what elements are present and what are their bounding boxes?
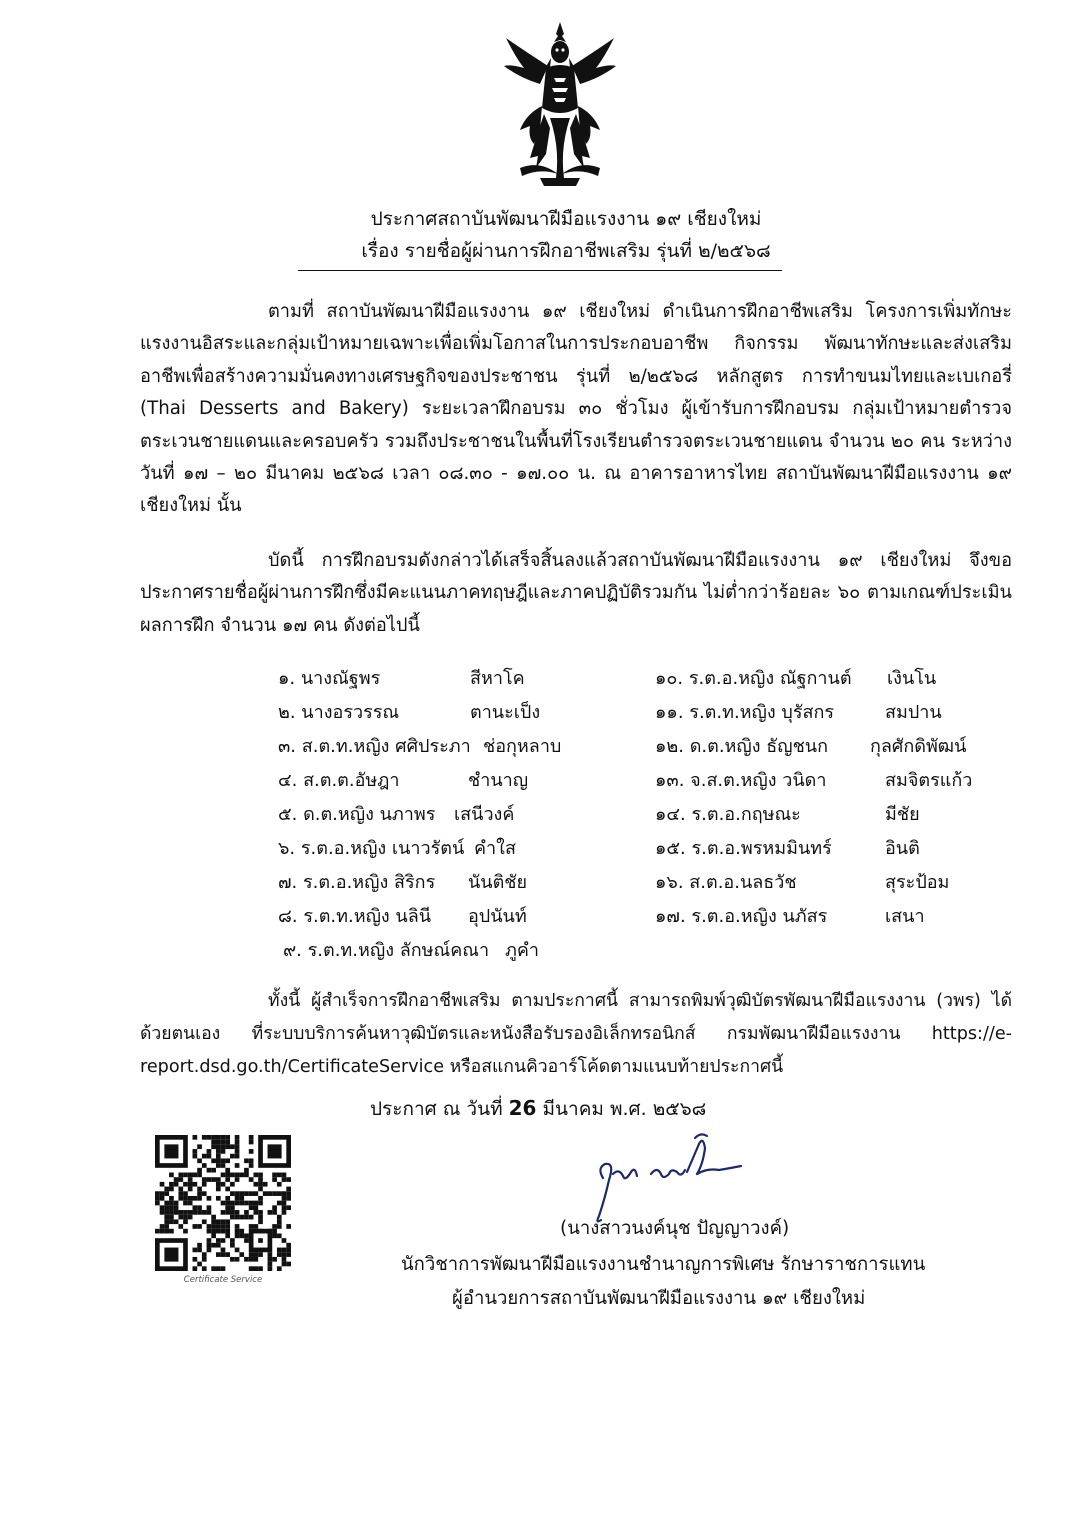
announce-day: 26 bbox=[508, 1096, 537, 1120]
announcement-title: ประกาศสถาบันพัฒนาฝีมือแรงงาน ๑๙ เชียงใหม่ bbox=[370, 208, 762, 230]
certificate-paragraph: ทั้งนี้ ผู้สำเร็จการฝึกอาชีพเสริม ตามประกาศนี้ สามารถพิมพ์วุฒิบัตรพัฒนาฝีมือแรงงาน (วพร) ได้ด้วยตนเอง ที่ระบบบริการค้นหาวุฒิบัตรและหนังสือรับรองอิเล็กทรอนิกส์ กรมพัฒนาฝีมือแรงงาน https://e-report.dsd.go.th/CertificateService หรือสแกนคิวอาร์โค้ดตามแนบท้ายประกาศนี้ bbox=[140, 991, 1012, 1077]
qr-code-icon[interactable] bbox=[155, 1135, 291, 1271]
qr-caption: Certificate Service bbox=[183, 1275, 263, 1285]
title-divider bbox=[298, 270, 782, 271]
handwritten-signature-icon bbox=[585, 1128, 755, 1228]
announce-date: ประกาศ ณ วันที่ 26 มีนาคม พ.ศ. ๒๕๖๘ bbox=[370, 1096, 707, 1120]
garuda-emblem-icon bbox=[500, 18, 620, 190]
signatory-organization: ผู้อำนวยการสถาบันพัฒนาฝีมือแรงงาน ๑๙ เชียงใหม่ bbox=[452, 1288, 866, 1309]
intro-paragraph: ตามที่ สถาบันพัฒนาฝีมือแรงงาน ๑๙ เชียงใหม่ ดำเนินการฝึกอาชีพเสริม โครงการเพิ่มทักษะแรงงานอิสระและกลุ่มเป้าหมายเฉพาะเพื่อเพิ่มโอกาสในการประกอบอาชีพ กิจกรรม พัฒนาทักษะและส่งเสริมอาชีพเพื่อสร้างความมั่นคงทางเศรษฐกิจของประชาชน รุ่นที่ ๒/๒๕๖๘ หลักสูตร การทำขนมไทยและเบเกอรี่ (Thai Desserts and Bakery) ระยะเวลาฝึกอบรม ๓๐ ชั่วโมง ผู้เข้ารับการฝึกอบรม กลุ่มเป้าหมายตำรวจตระเวนชายแดนและครอบครัว รวมถึงประชาชนในพื้นที่โรงเรียนตำรวจตระเวนชายแดน จำนวน ๒๐ คน ระหว่างวันที่ ๑๗ – ๒๐ มีนาคม ๒๕๖๘ เวลา ๐๘.๓๐ - ๑๗.๐๐ น. ณ อาคารอาหารไทย สถาบันพัฒนาฝีมือแรงงาน ๑๙ เชียงใหม่ นั้น bbox=[140, 301, 1012, 517]
announcement-subject: เรื่อง รายชื่อผู้ผ่านการฝึกอาชีพเสริม รุ่นที่ ๒/๒๕๖๘ bbox=[361, 240, 771, 262]
signatory-position: นักวิชาการพัฒนาฝีมือแรงงานชำนาญการพิเศษ รักษาราชการแทน bbox=[401, 1254, 926, 1275]
announcement-page: ประกาศสถาบันพัฒนาฝีมือแรงงาน ๑๙ เชียงใหม่ เรื่อง รายชื่อผู้ผ่านการฝึกอาชีพเสริม รุ่นที่ ๒/๒๕๖๘ ตามที่ สถาบันพัฒนาฝีมือแรงงาน ๑๙ เชียงใหม่ ดำเนินการฝึกอาชีพเสริม โครงการเพิ่มทักษะแรงงานอิสระและกลุ่มเป้าหมายเฉพาะเพื่อเพิ่มโอกาสในการประกอบอาชีพ กิจกรรม พัฒนาทักษะและส่งเสริมอาชีพเพื่อสร้างความมั่นคงทางเศรษฐกิจของประชาชน รุ่นที่ ๒/๒๕๖๘ หลักสูตร การทำขนมไทยและเบเกอรี่ (Thai Desserts and Bakery) ระยะเวลาฝึกอบรม ๓๐ ชั่วโมง ผู้เข้ารับการฝึกอบรม กลุ่มเป้าหมายตำรวจตระเวนชายแดนและครอบครัว รวมถึงประชาชนในพื้นที่โรงเรียนตำรวจตระเวนชายแดน จำนวน ๒๐ คน ระหว่างวันที่ ๑๗ – ๒๐ มีนาคม ๒๕๖๘ เวลา ๐๘.๓๐ - ๑๗.๐๐ น. ณ อาคารอาหารไทย สถาบันพัฒนาฝีมือแรงงาน ๑๙ เชียงใหม่ นั้น บัดนี้ การฝึกอบรมดังกล่าวได้เสร็จสิ้นลงแล้วสถาบันพัฒนาฝีมือแรงงาน ๑๙ เชียงใหม่ จึงขอประกาศรายชื่อผู้ผ่านการฝึกซึ่งมีคะแนนภาคทฤษฎีและภาคปฏิบัติรวมกัน ไม่ต่ำกว่าร้อยละ ๖๐ ตามเกณฑ์ประเมินผลการฝึก จำนวน ๑๗ คน ดังต่อไปนี้ ๑. นางณัฐพร สีหาโค ๒. นางอรวรรณ ตานะเป็ง ๓. ส.ต.ท.หญิง ศศิประภา ช่อกุหลาบ ๔. ส.ต.ต.อัษฎา ชำนาญ ๕. ด.ต.หญิง นภาพร เสนีวงค์ ๖. ร.ต.อ.หญิง เนาวรัตน์ คำใส ๗. ร.ต.อ.หญิง สิริกร นันติชัย ๘. ร.ต.ท.หญิง นลินี อุปนันท์ ๙. ร.ต.ท.หญิง ลักษณ์คณา ภูคำ ๑๐. ร.ต.อ.หญิง ณัฐกานต์ เงินโน ๑๑. ร.ต.ท.หญิง บุรัสกร สมปาน ๑๒. ด.ต.หญิง ธัญชนก กุลศักดิพัฒน์ ๑๓. จ.ส.ต.หญิง วนิดา สมจิตรแก้ว ๑๔. ร.ต.อ.กฤษณะ มีชัย ๑๕. ร.ต.อ.พรหมมินทร์ อินติ ๑๖. ส.ต.อ.นลธวัช สุระป้อม ๑๗. ร.ต.อ.หญิง นภัสร เสนา ทั้งนี้ ผู้สำเร็จการฝึกอาชีพเสริม ตามประกาศนี้ สามารถพิมพ์วุฒิบัตรพัฒนาฝีมือแรงงาน (วพร) ได้ด้วยตนเอง ที่ระบบบริการค้นหาวุฒิบัตรและหนังสือรับรองอิเล็กทรอนิกส์ กรมพัฒนาฝีมือแรงงาน https://e-report.dsd.go.th/CertificateService หรือสแกนคิวอาร์โค้ดตามแนบท้ายประกาศนี้ ประกาศ ณ วันที่ 26 มีนาคม พ.ศ. ๒๕๖๘ Certificate Service (นางสาวนงค์นุช ปัญญาวงค์) นักวิชาการพัฒนาฝีมือแรงงานชำนาญการพิเศษ รักษาราชการแทน ผู้อำนวยการสถาบันพัฒนาฝีมือแรงงาน ๑๙ เชียงใหม่ bbox=[0, 0, 1072, 1526]
signatory-name: (นางสาวนงค์นุช ปัญญาวงค์) bbox=[560, 1218, 790, 1239]
announcement-paragraph: บัดนี้ การฝึกอบรมดังกล่าวได้เสร็จสิ้นลงแล้วสถาบันพัฒนาฝีมือแรงงาน ๑๙ เชียงใหม่ จึงขอประกาศรายชื่อผู้ผ่านการฝึกซึ่งมีคะแนนภาคทฤษฎีและภาคปฏิบัติรวมกัน ไม่ต่ำกว่าร้อยละ ๖๐ ตามเกณฑ์ประเมินผลการฝึก จำนวน ๑๗ คน ดังต่อไปนี้ bbox=[140, 550, 1012, 636]
